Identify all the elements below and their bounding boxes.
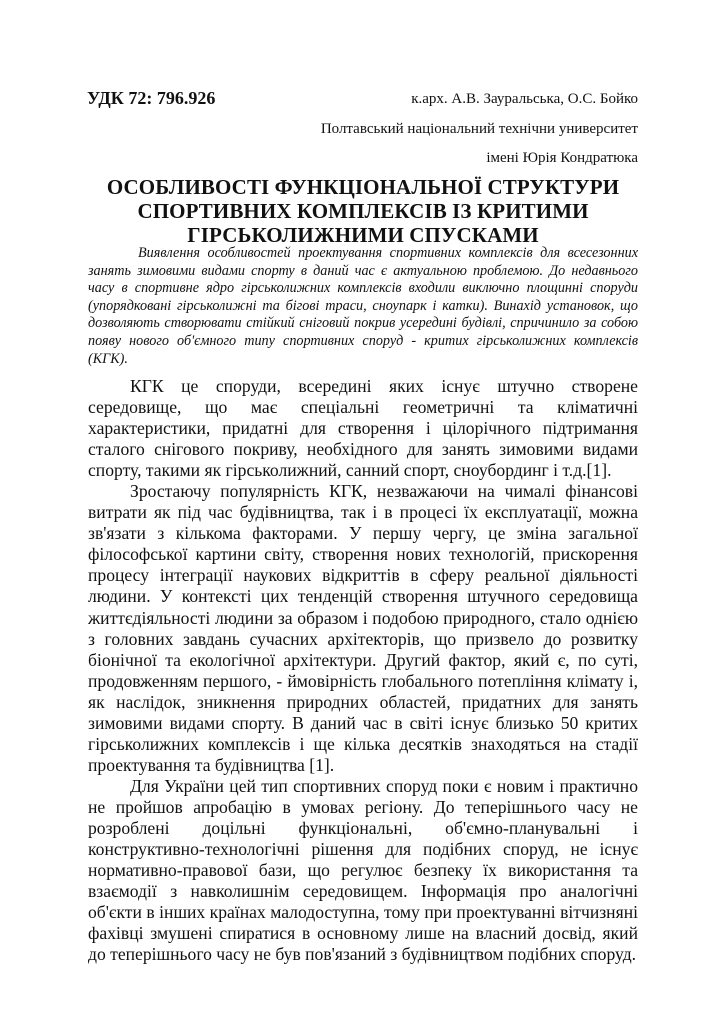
title-line-1: ОСОБЛИВОСТІ ФУНКЦІОНАЛЬНОЇ СТРУКТУРИ: [106, 175, 620, 199]
abstract-text: Виявлення особливостей проектування спортивних комплексів для всесезонних занять зимовими видами спорту в даний час є актуальною проблемою. До недавнього часу в спортивне ядро гірськолижних комплексів входили виключно площинні споруди (упорядковані гірськолижні та бігові траси, сноупарк і катки). Винахід установок, що дозволяють створювати стійкий сніговий покрив усередині будівлі, спричинило за собою появу нового об'ємного типу спортивних споруд - критих гірськолижних комплексів (КГК).: [88, 245, 638, 367]
affiliation-line-1: Полтавський національний технічни университет: [320, 121, 638, 137]
title-line-3: ГІРСЬКОЛИЖНИМИ СПУСКАМИ: [187, 223, 539, 247]
paragraph-2: Зростаючу популярність КГК, незважаючи на чималі фінансові витрати як під час будівництва, так і в процесі їх експлуатації, можна зв'язати з кількома факторами. У першу чергу, це зміна загальної філософської картини світу, створення нових технологій, прискорення процесу інтеграції наукових відкриттів в сферу реальної діяльності людини. У контексті цих тенденцій створення штучного середовища життєдіяльності людини за образом і подобою природного, стало однією з головних завдань сучасних архітекторів, що призвело до розвитку біонічної та екологічної архітектури. Другий фактор, який є, по суті, продовженням першого, - ймовірність глобального потепління клімату і, як наслідок, зникнення природних областей, придатних для занять зимовими видами спорту. В даний час в світі існує близько 50 критих гірськолижних комплексів і ще кілька десятків знаходяться на стадії проектування та будівництва [1].: [88, 481, 638, 775]
affiliation-line-2: імені Юрія Кондратюка: [486, 150, 638, 166]
body-text: [88, 376, 638, 965]
abstract: [88, 245, 638, 368]
paper-title: [88, 175, 638, 247]
authors: к.арх. А.В. Зауральська, О.С. Бойко: [411, 91, 638, 107]
paragraph-3: Для України цей тип спортивних споруд поки є новим і практично не пройшов апробацію в умовах регіону. До теперішнього часу не розроблені доцільні функціональні, об'ємно-планувальні і конструктивно-технологічні рішення для подібних споруд, не існує нормативно-правової бази, що регулює безпеку їх використання та взаємодії з навколишнім середовищем. Інформація про аналогічні об'єкти в інших країнах малодоступна, тому при проектуванні вітчизняні фахівці змушені спиратися в основному лише на власний досвід, який до теперішнього часу не був пов'язаний з будівництвом подібних споруд.: [88, 775, 638, 965]
title-line-2: СПОРТИВНИХ КОМПЛЕКСІВ ІЗ КРИТИМИ: [137, 199, 589, 223]
paragraph-1: КГК це споруди, всередині яких існує штучно створене середовище, що має спеціальні геометричні та кліматичні характеристики, придатні для створення і цілорічного підтримання сталого снігового покриву, необхідного для занять зимовими видами спорту, такими як гірськолижний, санний спорт, сноубординг і т.д.[1].: [88, 376, 638, 481]
udk-code: УДК 72: 796.926: [87, 88, 216, 108]
